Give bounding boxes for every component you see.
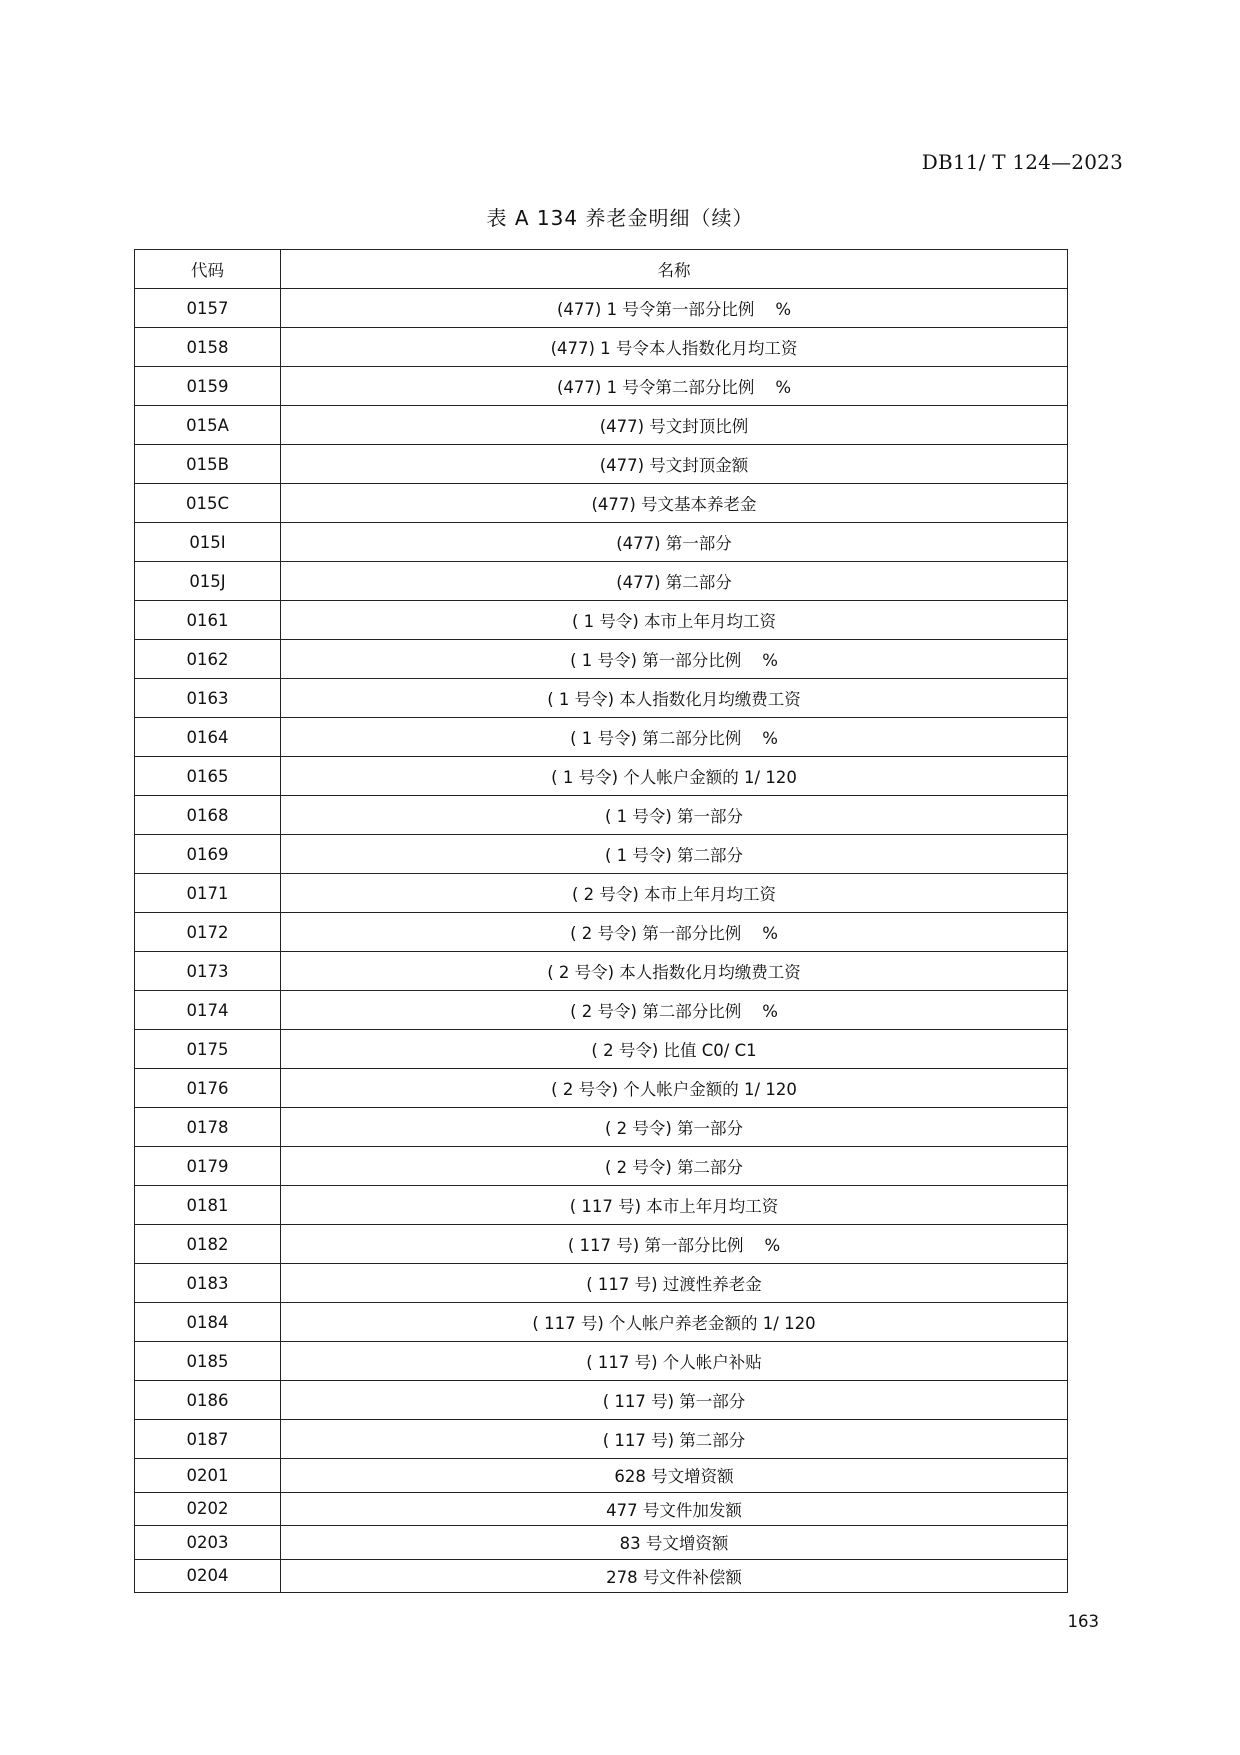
row-code-cell: 0187 [135, 1420, 281, 1459]
row-code-cell: 0172 [135, 913, 281, 952]
row-name-cell: ( 2 号令) 第二部分比例 % [281, 991, 1068, 1030]
table-row [135, 1420, 1068, 1459]
row-code-cell: 0168 [135, 796, 281, 835]
row-code-cell: 0184 [135, 1303, 281, 1342]
row-name-cell: ( 2 号令) 本市上年月均工资 [281, 874, 1068, 913]
row-code-cell: 0182 [135, 1225, 281, 1264]
table-title: 表 A 134 养老金明细（续） [486, 206, 754, 230]
table-row [135, 328, 1068, 367]
row-name-cell: ( 1 号令) 第一部分 [281, 796, 1068, 835]
table-row [135, 796, 1068, 835]
row-code-cell: 0169 [135, 835, 281, 874]
row-name-cell: (477) 1 号令第二部分比例 % [281, 367, 1068, 406]
table-row [135, 1264, 1068, 1303]
table-row [135, 913, 1068, 952]
row-code-cell: 0173 [135, 952, 281, 991]
row-code-cell: 0203 [135, 1526, 281, 1560]
table-row [135, 757, 1068, 796]
table-body [135, 289, 1068, 1593]
row-name-cell: ( 2 号令) 第二部分 [281, 1147, 1068, 1186]
table-row [135, 952, 1068, 991]
table-header [135, 250, 1068, 289]
row-code-cell: 0162 [135, 640, 281, 679]
table-row [135, 1225, 1068, 1264]
row-name-cell: ( 1 号令) 本人指数化月均缴费工资 [281, 679, 1068, 718]
row-code-cell: 0202 [135, 1492, 281, 1526]
row-name-cell: (477) 第二部分 [281, 562, 1068, 601]
table-row [135, 406, 1068, 445]
row-code-cell: 0178 [135, 1108, 281, 1147]
row-code-cell: 0164 [135, 718, 281, 757]
row-code-cell: 0183 [135, 1264, 281, 1303]
table-row [135, 1303, 1068, 1342]
row-code-cell: 015I [135, 523, 281, 562]
row-name-cell: ( 1 号令) 本市上年月均工资 [281, 601, 1068, 640]
row-name-cell: ( 117 号) 第一部分 [281, 1381, 1068, 1420]
row-name-cell: ( 2 号令) 第一部分比例 % [281, 913, 1068, 952]
row-name-cell: (477) 1 号令本人指数化月均工资 [281, 328, 1068, 367]
row-name-cell: (477) 号文封顶金额 [281, 445, 1068, 484]
table-row [135, 367, 1068, 406]
row-code-cell: 0157 [135, 289, 281, 328]
table-row [135, 835, 1068, 874]
row-name-cell: ( 1 号令) 第二部分 [281, 835, 1068, 874]
row-code-cell: 0158 [135, 328, 281, 367]
row-name-cell: ( 117 号) 本市上年月均工资 [281, 1186, 1068, 1225]
table-header-row [135, 250, 1068, 289]
table-row [135, 1342, 1068, 1381]
pension-detail-table [134, 249, 1068, 1593]
row-name-cell: ( 117 号) 第一部分比例 % [281, 1225, 1068, 1264]
row-name-cell: ( 1 号令) 第二部分比例 % [281, 718, 1068, 757]
row-code-cell: 0163 [135, 679, 281, 718]
table-row [135, 601, 1068, 640]
row-name-cell: (477) 号文基本养老金 [281, 484, 1068, 523]
table-row [135, 1069, 1068, 1108]
row-code-cell: 015C [135, 484, 281, 523]
row-code-cell: 0165 [135, 757, 281, 796]
table-row [135, 523, 1068, 562]
column-header-name: 名称 [281, 250, 1068, 289]
row-name-cell: (477) 号文封顶比例 [281, 406, 1068, 445]
row-code-cell: 0185 [135, 1342, 281, 1381]
row-name-cell: ( 117 号) 个人帐户养老金额的 1/ 120 [281, 1303, 1068, 1342]
table-row [135, 991, 1068, 1030]
row-name-cell: ( 2 号令) 本人指数化月均缴费工资 [281, 952, 1068, 991]
table-row [135, 1526, 1068, 1560]
row-code-cell: 0175 [135, 1030, 281, 1069]
table-row [135, 484, 1068, 523]
row-name-cell: 628 号文增资额 [281, 1459, 1068, 1493]
row-code-cell: 015J [135, 562, 281, 601]
table-row [135, 562, 1068, 601]
row-name-cell: ( 2 号令) 第一部分 [281, 1108, 1068, 1147]
row-code-cell: 0171 [135, 874, 281, 913]
row-code-cell: 0159 [135, 367, 281, 406]
table-row [135, 679, 1068, 718]
row-code-cell: 0181 [135, 1186, 281, 1225]
row-code-cell: 015A [135, 406, 281, 445]
table-row [135, 445, 1068, 484]
row-code-cell: 0161 [135, 601, 281, 640]
row-name-cell: ( 2 号令) 比值 C0/ C1 [281, 1030, 1068, 1069]
table-row [135, 1559, 1068, 1593]
table-row [135, 1147, 1068, 1186]
row-name-cell: 278 号文件补偿额 [281, 1559, 1068, 1593]
row-code-cell: 0179 [135, 1147, 281, 1186]
row-name-cell: ( 1 号令) 个人帐户金额的 1/ 120 [281, 757, 1068, 796]
table-row [135, 1108, 1068, 1147]
table-row [135, 1381, 1068, 1420]
table-row [135, 1492, 1068, 1526]
row-name-cell: ( 2 号令) 个人帐户金额的 1/ 120 [281, 1069, 1068, 1108]
row-name-cell: ( 1 号令) 第一部分比例 % [281, 640, 1068, 679]
row-code-cell: 0176 [135, 1069, 281, 1108]
row-name-cell: ( 117 号) 过渡性养老金 [281, 1264, 1068, 1303]
column-header-code: 代码 [135, 250, 281, 289]
row-code-cell: 0186 [135, 1381, 281, 1420]
row-name-cell: (477) 第一部分 [281, 523, 1068, 562]
table-row [135, 1030, 1068, 1069]
table-row [135, 874, 1068, 913]
row-code-cell: 015B [135, 445, 281, 484]
row-name-cell: ( 117 号) 个人帐户补贴 [281, 1342, 1068, 1381]
row-code-cell: 0174 [135, 991, 281, 1030]
row-code-cell: 0204 [135, 1559, 281, 1593]
table-row [135, 718, 1068, 757]
row-name-cell: 477 号文件加发额 [281, 1492, 1068, 1526]
row-name-cell: (477) 1 号令第一部分比例 % [281, 289, 1068, 328]
table-row [135, 1459, 1068, 1493]
document-code: DB11/ T 124—2023 [921, 150, 1123, 174]
row-name-cell: 83 号文增资额 [281, 1526, 1068, 1560]
table-row [135, 640, 1068, 679]
row-code-cell: 0201 [135, 1459, 281, 1493]
page-number: 163 [1067, 1612, 1099, 1631]
table-row [135, 289, 1068, 328]
table-row [135, 1186, 1068, 1225]
row-name-cell: ( 117 号) 第二部分 [281, 1420, 1068, 1459]
